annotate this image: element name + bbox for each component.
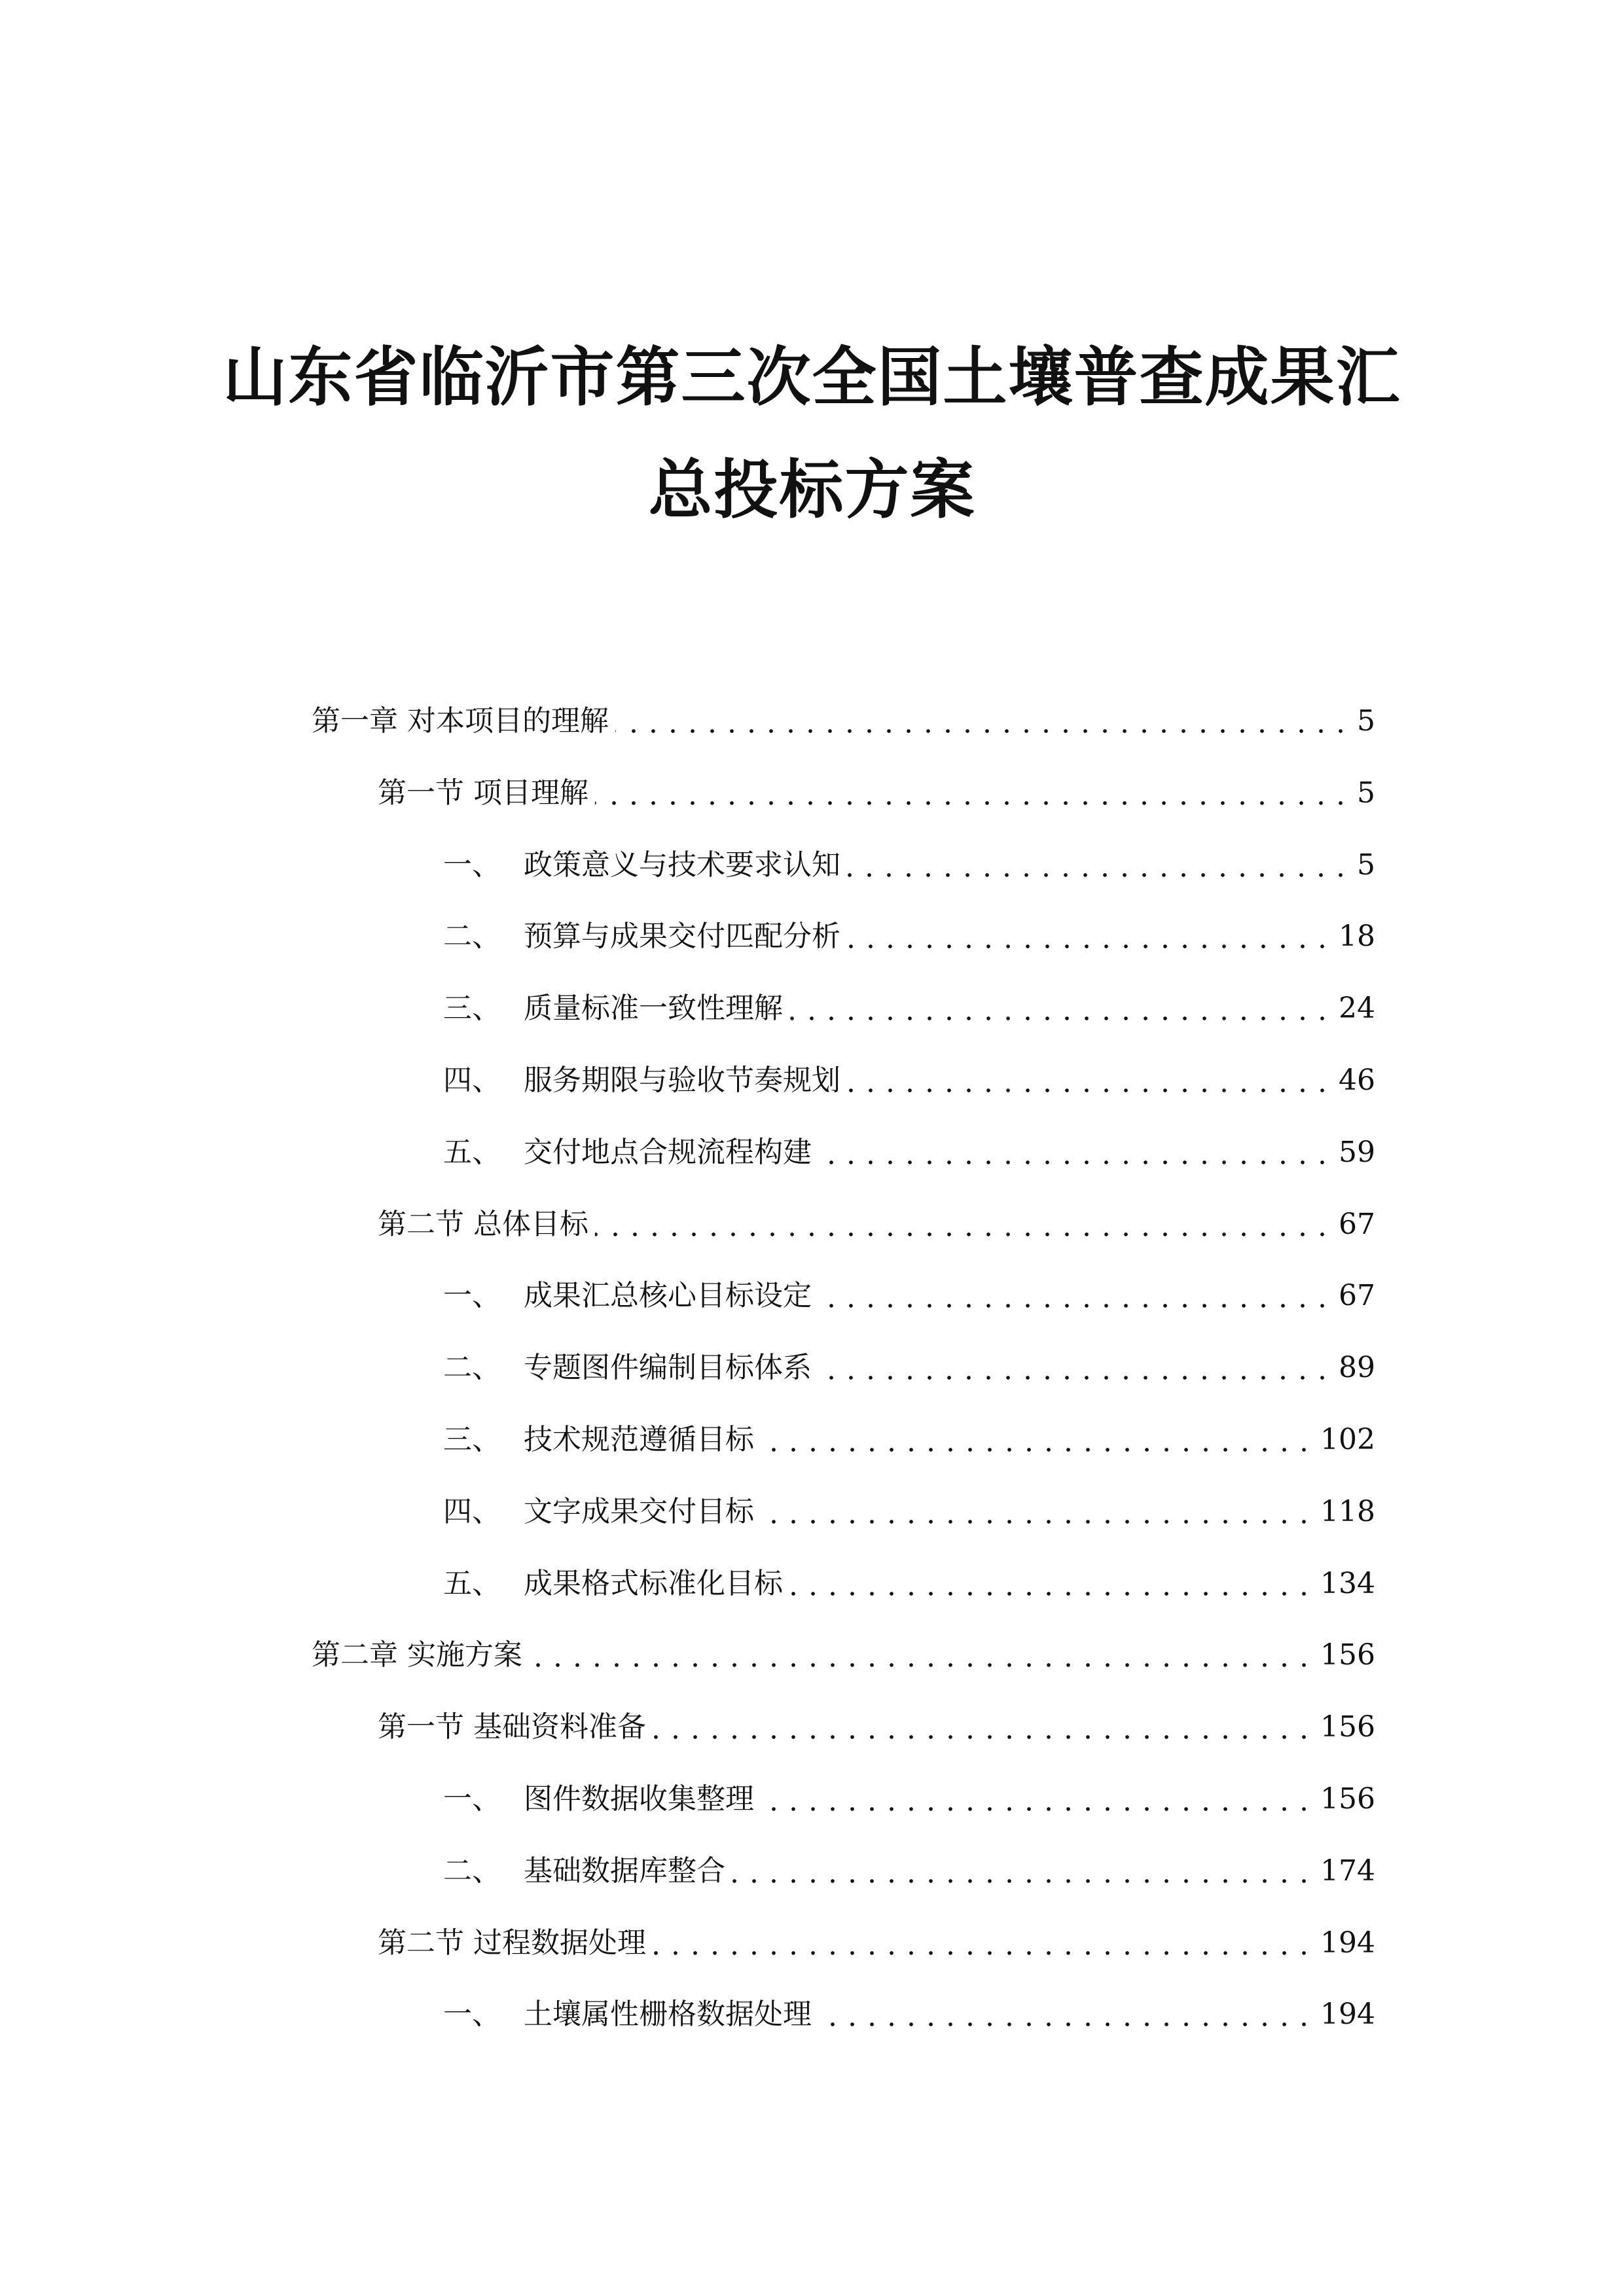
toc-entry-marker: 一、	[443, 1782, 501, 1816]
toc-entry-marker: 二、	[443, 1351, 501, 1385]
toc-page-number: 59	[1339, 1135, 1375, 1169]
toc-entry-title: 服务期限与验收节奏规划	[524, 1064, 840, 1097]
toc-entry-marker: 三、	[443, 992, 501, 1026]
toc-subsection-entry[interactable]	[443, 846, 1375, 885]
toc-entry-title: 专题图件编制目标体系	[524, 1351, 812, 1385]
toc-entry-marker: 二、	[443, 920, 501, 954]
toc-entry-title: 第二章 实施方案	[312, 1638, 522, 1672]
toc-entry-title: 第一节 基础资料准备	[378, 1710, 646, 1744]
toc-entry-title: 土壤属性栅格数据处理	[524, 1998, 812, 2032]
toc-dot-leader	[653, 1924, 1314, 1963]
toc-entry-marker: 一、	[443, 848, 501, 882]
toc-entry-title: 第二节 过程数据处理	[378, 1926, 646, 1960]
toc-page-number: 46	[1339, 1064, 1375, 1097]
toc-page-number: 156	[1320, 1638, 1375, 1672]
toc-entry-marker: 四、	[443, 1064, 501, 1097]
toc-page-number: 118	[1320, 1494, 1375, 1528]
toc-dot-leader	[818, 1133, 1332, 1172]
toc-dot-leader	[761, 1420, 1314, 1460]
toc-subsection-entry[interactable]	[443, 989, 1375, 1028]
toc-entry-title: 成果汇总核心目标设定	[524, 1279, 812, 1313]
toc-dot-leader	[595, 774, 1350, 813]
toc-dot-leader	[653, 1708, 1314, 1747]
toc-dot-leader	[761, 1492, 1314, 1532]
toc-entry-marker: 三、	[443, 1423, 501, 1456]
toc-page-number: 5	[1357, 848, 1375, 882]
toc-dot-leader	[732, 1852, 1314, 1891]
toc-section-entry[interactable]	[378, 1924, 1375, 1963]
toc-entry-marker: 四、	[443, 1494, 501, 1528]
toc-entry-title: 第二节 总体目标	[378, 1207, 588, 1241]
toc-dot-leader	[595, 1205, 1332, 1244]
toc-dot-leader	[818, 1348, 1332, 1388]
toc-entry-title: 成果格式标准化目标	[524, 1566, 783, 1600]
toc-entry-title: 图件数据收集整理	[524, 1782, 754, 1816]
toc-subsection-entry[interactable]	[443, 1348, 1375, 1388]
toc-section-entry[interactable]	[378, 1205, 1375, 1244]
toc-entry-title: 预算与成果交付匹配分析	[524, 920, 840, 954]
toc-page-number: 67	[1339, 1279, 1375, 1313]
toc-subsection-entry[interactable]	[443, 1995, 1375, 2034]
toc-page-number: 67	[1339, 1207, 1375, 1241]
toc-dot-leader	[615, 702, 1350, 741]
toc-entry-title: 文字成果交付目标	[524, 1494, 754, 1528]
toc-subsection-entry[interactable]	[443, 1276, 1375, 1316]
toc-entry-title: 第一章 对本项目的理解	[312, 704, 609, 738]
toc-page-number: 156	[1320, 1710, 1375, 1744]
toc-entry-title: 交付地点合规流程构建	[524, 1135, 812, 1169]
toc-entry-title: 政策意义与技术要求认知	[524, 848, 840, 882]
toc-chapter-entry[interactable]	[312, 702, 1375, 741]
toc-subsection-entry[interactable]	[443, 1564, 1375, 1604]
toc-dot-leader	[847, 917, 1332, 956]
toc-page-number: 194	[1320, 1998, 1375, 2032]
toc-page-number: 102	[1320, 1423, 1375, 1456]
toc-subsection-entry[interactable]	[443, 917, 1375, 956]
toc-subsection-entry[interactable]	[443, 1780, 1375, 1819]
toc-page-number: 89	[1339, 1351, 1375, 1385]
toc-subsection-entry[interactable]	[443, 1852, 1375, 1891]
toc-section-entry[interactable]	[378, 774, 1375, 813]
toc-page-number: 194	[1320, 1926, 1375, 1960]
toc-dot-leader	[818, 1276, 1332, 1316]
toc-entry-marker: 二、	[443, 1854, 501, 1888]
toc-entry-marker: 一、	[443, 1998, 501, 2032]
toc-entry-marker: 五、	[443, 1135, 501, 1169]
toc-page-number: 5	[1357, 776, 1375, 810]
toc-chapter-entry[interactable]	[312, 1636, 1375, 1675]
toc-page-number: 134	[1320, 1566, 1375, 1600]
toc-dot-leader	[529, 1636, 1314, 1675]
document-title-line-1: 山东省临沂市第三次全国土壤普查成果汇	[223, 340, 1401, 415]
toc-subsection-entry[interactable]	[443, 1061, 1375, 1100]
toc-dot-leader	[847, 1061, 1332, 1100]
toc-dot-leader	[789, 989, 1332, 1028]
toc-page-number: 174	[1320, 1854, 1375, 1888]
toc-page-number: 18	[1339, 920, 1375, 954]
toc-entry-title: 基础数据库整合	[524, 1854, 725, 1888]
toc-dot-leader	[761, 1780, 1314, 1819]
toc-page-number: 156	[1320, 1782, 1375, 1816]
toc-subsection-entry[interactable]	[443, 1492, 1375, 1532]
toc-entry-title: 第一节 项目理解	[378, 776, 588, 810]
toc-dot-leader	[789, 1564, 1314, 1604]
toc-dot-leader	[847, 846, 1350, 885]
toc-entry-marker: 五、	[443, 1566, 501, 1600]
toc-entry-marker: 一、	[443, 1279, 501, 1313]
toc-entry-title: 质量标准一致性理解	[524, 992, 783, 1026]
toc-dot-leader	[818, 1995, 1314, 2034]
toc-entry-title: 技术规范遵循目标	[524, 1423, 754, 1456]
document-title-line-2: 总投标方案	[648, 453, 976, 528]
toc-page-number: 5	[1357, 704, 1375, 738]
toc-subsection-entry[interactable]	[443, 1133, 1375, 1172]
toc-section-entry[interactable]	[378, 1708, 1375, 1747]
toc-subsection-entry[interactable]	[443, 1420, 1375, 1460]
toc-page-number: 24	[1339, 992, 1375, 1026]
